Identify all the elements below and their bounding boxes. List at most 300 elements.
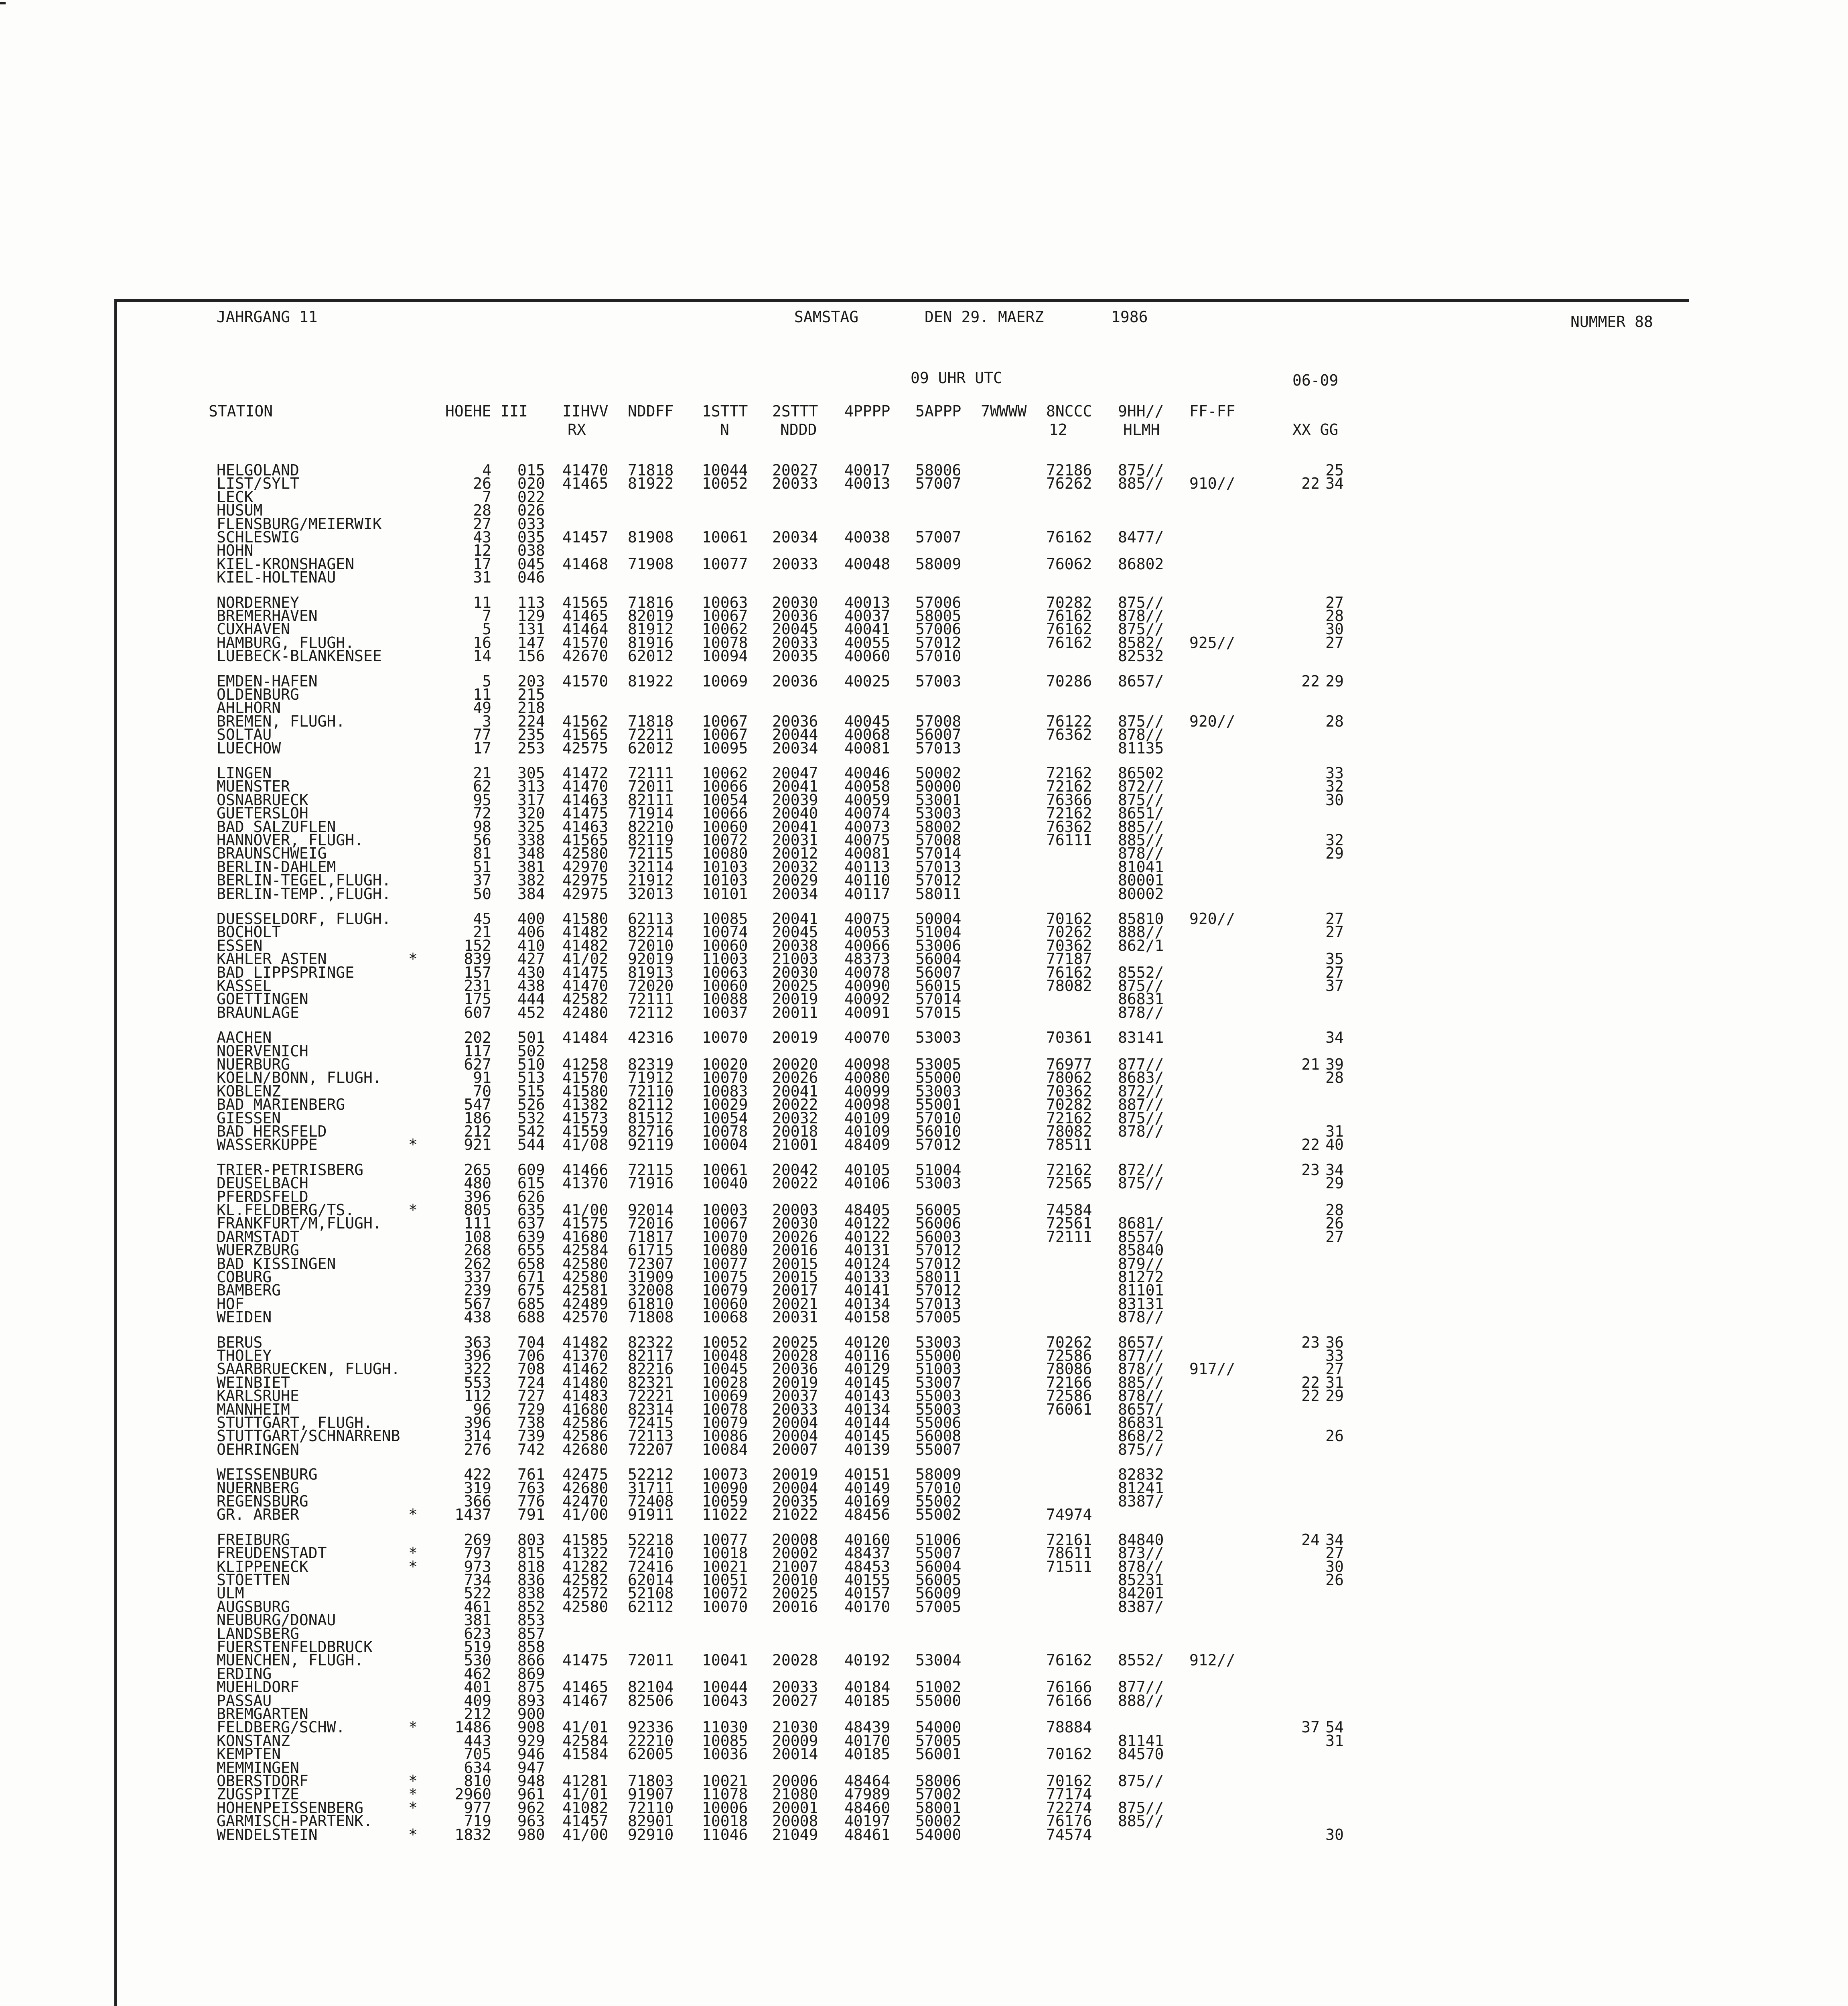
station-id: 147: [517, 633, 545, 652]
wind-ff-gg: 27: [1325, 1228, 1344, 1246]
group-iihvv: 41462: [562, 1360, 609, 1378]
group-1sttt: 10054: [702, 791, 748, 809]
group-nddff: 81916: [628, 633, 674, 652]
station-height: 443: [464, 1732, 491, 1750]
group-1sttt: 10073: [702, 1466, 748, 1484]
group-iihvv: 41465: [562, 1678, 609, 1696]
group-8nccc: 878//: [1118, 845, 1164, 863]
station-name: LANDSBERG: [217, 1624, 299, 1643]
wind-ff-gg: 29: [1325, 1387, 1344, 1405]
group-5appp: 55003: [915, 1387, 962, 1405]
group-8nccc: 879//: [1118, 1255, 1164, 1273]
group-iihvv: 42584: [562, 1732, 609, 1750]
station-name: LIST/SYLT: [217, 475, 299, 493]
group-4pppp: 40158: [844, 1308, 891, 1326]
group-7wwww: 76366: [1046, 791, 1092, 809]
station-id: 348: [517, 845, 545, 863]
group-iihvv: 41258: [562, 1056, 609, 1073]
station-id: 763: [517, 1479, 545, 1497]
group-nddff: 82314: [628, 1400, 674, 1418]
group-7wwww: 76061: [1046, 1400, 1092, 1418]
station-id: 026: [517, 502, 545, 520]
group-iihvv: 41584: [562, 1745, 609, 1763]
wind-ff-gg: 32: [1325, 831, 1344, 849]
wind-ff-xx: 24: [1301, 1531, 1320, 1549]
group-nddff: 71803: [628, 1772, 674, 1790]
group-7wwww: 77174: [1046, 1785, 1092, 1803]
station-id: 020: [517, 475, 545, 493]
station-height: 2960: [454, 1785, 491, 1803]
group-1sttt: 10061: [702, 528, 748, 546]
station-height: 719: [464, 1812, 491, 1830]
group-4pppp: 40124: [844, 1255, 891, 1273]
group-nddff: 92910: [628, 1825, 674, 1844]
group-7wwww: 74584: [1046, 1201, 1092, 1219]
group-nddff: 62012: [628, 739, 674, 757]
group-1sttt: 10103: [702, 858, 748, 876]
station-height: 797: [464, 1544, 491, 1562]
group-8nccc: 875//: [1118, 1174, 1164, 1192]
station-id: 791: [517, 1506, 545, 1524]
station-name: BERLIN-DAHLEM: [217, 858, 336, 876]
group-8nccc: 8582/: [1118, 633, 1164, 652]
group-8nccc: 877//: [1118, 1678, 1164, 1696]
group-5appp: 53003: [915, 1082, 962, 1100]
group-2sttt: 20042: [772, 1161, 818, 1179]
station-id: 045: [517, 555, 545, 573]
wind-ff-xx: 37: [1301, 1718, 1320, 1736]
wind-ff-gg: 34: [1325, 1161, 1344, 1179]
wind-ff-gg: 54: [1325, 1718, 1344, 1736]
group-nddff: 82210: [628, 818, 674, 836]
group-1sttt: 10077: [702, 1255, 748, 1273]
station-id: 033: [517, 515, 545, 533]
group-7wwww: 78062: [1046, 1069, 1092, 1087]
group-4pppp: 40098: [844, 1096, 891, 1114]
group-8nccc: 85840: [1118, 1241, 1164, 1259]
group-1sttt: 10070: [702, 1228, 748, 1246]
station-height: 623: [464, 1624, 491, 1643]
group-8nccc: 885//: [1118, 1812, 1164, 1830]
station-height: 12: [473, 542, 491, 560]
station-name: BAD LIPPSPRINGE: [217, 963, 355, 981]
station-height: 3: [482, 712, 491, 730]
wind-ff-gg: 28: [1325, 1069, 1344, 1087]
group-iihvv: 42581: [562, 1281, 609, 1299]
station-name: BOCHOLT: [217, 923, 281, 941]
group-8nccc: 888//: [1118, 1691, 1164, 1710]
group-5appp: 53007: [915, 1373, 962, 1391]
group-nddff: 71818: [628, 712, 674, 730]
wind-ff-gg: 32: [1325, 778, 1344, 796]
station-height: 11: [473, 686, 491, 703]
station-id: 513: [517, 1069, 545, 1087]
station-name: WEINBIET: [217, 1373, 290, 1391]
station-name: OBERSTDORF: [217, 1772, 308, 1790]
group-nddff: 72416: [628, 1557, 674, 1576]
station-height: 26: [473, 475, 491, 493]
group-5appp: 53003: [915, 804, 962, 822]
station-height: 14: [473, 647, 491, 665]
group-2sttt: 21049: [772, 1825, 818, 1844]
group-1sttt: 10062: [702, 764, 748, 782]
wind-ff-gg: 37: [1325, 977, 1344, 995]
group-nddff: 61810: [628, 1295, 674, 1313]
group-1sttt: 10052: [702, 1333, 748, 1351]
group-4pppp: 47989: [844, 1785, 891, 1803]
group-2sttt: 20036: [772, 1360, 818, 1378]
group-1sttt: 10072: [702, 1584, 748, 1602]
group-5appp: 55006: [915, 1414, 962, 1431]
station-height: 438: [464, 1308, 491, 1326]
day-label: SAMSTAG: [794, 308, 859, 326]
group-7wwww: 70361: [1046, 1029, 1092, 1047]
station-height: 810: [464, 1772, 491, 1790]
group-2sttt: 20034: [772, 739, 818, 757]
wind-ff-gg: 36: [1325, 1333, 1344, 1351]
station-id: 515: [517, 1082, 545, 1100]
group-7wwww: 76262: [1046, 475, 1092, 493]
group-8nccc: 878//: [1118, 726, 1164, 744]
group-5appp: 57012: [915, 1136, 962, 1154]
group-4pppp: 40073: [844, 818, 891, 836]
group-5appp: 57005: [915, 1598, 962, 1616]
column-header: 8NCCC: [1046, 402, 1092, 420]
station-height: 1437: [454, 1506, 491, 1524]
station-id: 655: [517, 1241, 545, 1259]
wind-ff-gg: 33: [1325, 1347, 1344, 1364]
station-id: 526: [517, 1096, 545, 1114]
station-height: 839: [464, 950, 491, 968]
station-height: 157: [464, 963, 491, 981]
mountain-station-marker: *: [408, 1799, 418, 1817]
station-id: 406: [517, 923, 545, 941]
station-height: 37: [473, 871, 491, 889]
station-id: 203: [517, 672, 545, 690]
station-name: LECK: [217, 488, 254, 506]
group-nddff: 71914: [628, 804, 674, 822]
group-8nccc: 8387/: [1118, 1492, 1164, 1510]
group-1sttt: 10101: [702, 885, 748, 903]
group-8nccc: 887//: [1118, 1096, 1164, 1114]
group-1sttt: 10066: [702, 778, 748, 796]
station-id: 317: [517, 791, 545, 809]
group-5appp: 55000: [915, 1069, 962, 1087]
group-8nccc: 885//: [1118, 818, 1164, 836]
group-iihvv: 42582: [562, 1571, 609, 1589]
group-nddff: 81908: [628, 528, 674, 546]
group-1sttt: 10003: [702, 1201, 748, 1219]
group-4pppp: 40105: [844, 1161, 891, 1179]
station-id: 502: [517, 1042, 545, 1060]
group-2sttt: 20025: [772, 977, 818, 995]
station-height: 396: [464, 1188, 491, 1206]
group-8nccc: 81101: [1118, 1281, 1164, 1299]
group-7wwww: 77187: [1046, 950, 1092, 968]
group-iihvv: 42586: [562, 1414, 609, 1431]
station-id: 384: [517, 885, 545, 903]
group-2sttt: 20008: [772, 1531, 818, 1549]
group-4pppp: 40133: [844, 1268, 891, 1286]
group-5appp: 55007: [915, 1440, 962, 1458]
station-name: FREIBURG: [217, 1531, 290, 1549]
group-4pppp: 40170: [844, 1732, 891, 1750]
station-name: PASSAU: [217, 1691, 272, 1710]
group-nddff: 72415: [628, 1414, 674, 1431]
station-id: 675: [517, 1281, 545, 1299]
station-height: 314: [464, 1427, 491, 1445]
group-8nccc: 885//: [1118, 1373, 1164, 1391]
group-8nccc: 82532: [1118, 647, 1164, 665]
group-iihvv: 41562: [562, 712, 609, 730]
column-subheader: N: [720, 421, 729, 439]
station-height: 56: [473, 831, 491, 849]
group-5appp: 58011: [915, 1268, 962, 1286]
group-4pppp: 40046: [844, 764, 891, 782]
wind-ff-gg: 31: [1325, 1123, 1344, 1140]
group-nddff: 62113: [628, 910, 674, 928]
station-id: 875: [517, 1678, 545, 1696]
group-iihvv: 41565: [562, 831, 609, 849]
group-4pppp: 40120: [844, 1333, 891, 1351]
station-height: 547: [464, 1096, 491, 1114]
group-4pppp: 40109: [844, 1123, 891, 1140]
station-name: NUERNBERG: [217, 1479, 299, 1497]
group-iihvv: 41472: [562, 764, 609, 782]
group-nddff: 72207: [628, 1440, 674, 1458]
station-name: MUEHLDORF: [217, 1678, 299, 1696]
group-5appp: 55007: [915, 1544, 962, 1562]
group-7wwww: 76162: [1046, 620, 1092, 638]
group-iihvv: 41282: [562, 1557, 609, 1576]
group-5appp: 50000: [915, 778, 962, 796]
group-2sttt: 20033: [772, 1678, 818, 1696]
station-name: MEMMINGEN: [217, 1758, 299, 1777]
station-id: 729: [517, 1400, 545, 1418]
group-2sttt: 20036: [772, 607, 818, 625]
station-height: 805: [464, 1201, 491, 1219]
group-1sttt: 10060: [702, 818, 748, 836]
mountain-station-marker: *: [408, 950, 418, 968]
station-height: 461: [464, 1598, 491, 1616]
group-4pppp: 40045: [844, 712, 891, 730]
group-1sttt: 10085: [702, 1732, 748, 1750]
group-5appp: 57013: [915, 1295, 962, 1313]
wind-ff-gg: 30: [1325, 620, 1344, 638]
group-5appp: 53005: [915, 1056, 962, 1073]
group-2sttt: 20041: [772, 1082, 818, 1100]
wind-ff-gg: 30: [1325, 1825, 1344, 1844]
group-2sttt: 20006: [772, 1772, 818, 1790]
group-nddff: 92019: [628, 950, 674, 968]
group-nddff: 82216: [628, 1360, 674, 1378]
group-7wwww: 72111: [1046, 1228, 1092, 1246]
station-height: 396: [464, 1347, 491, 1364]
mountain-station-marker: *: [408, 1718, 418, 1736]
station-name: MANNHEIM: [217, 1400, 290, 1418]
station-id: 739: [517, 1427, 545, 1445]
group-5appp: 50004: [915, 910, 962, 928]
station-id: 400: [517, 910, 545, 928]
station-id: 948: [517, 1772, 545, 1790]
group-1sttt: 10095: [702, 739, 748, 757]
group-nddff: 82117: [628, 1347, 674, 1364]
station-name: HOHN: [217, 542, 254, 560]
group-nddff: 82111: [628, 791, 674, 809]
wind-ff-gg: 33: [1325, 764, 1344, 782]
group-nddff: 82716: [628, 1123, 674, 1140]
group-4pppp: 40075: [844, 831, 891, 849]
station-name: ESSEN: [217, 936, 263, 954]
group-2sttt: 20001: [772, 1799, 818, 1817]
group-1sttt: 11022: [702, 1506, 748, 1524]
group-4pppp: 40157: [844, 1584, 891, 1602]
group-4pppp: 48461: [844, 1825, 891, 1844]
group-1sttt: 10078: [702, 1400, 748, 1418]
station-id: 015: [517, 461, 545, 479]
station-id: 129: [517, 607, 545, 625]
group-iihvv: 41565: [562, 593, 609, 611]
group-8nccc: 81141: [1118, 1732, 1164, 1750]
station-name: LUECHOW: [217, 739, 281, 757]
station-height: 49: [473, 699, 491, 717]
group-7wwww: 76362: [1046, 726, 1092, 744]
group-2sttt: 20004: [772, 1414, 818, 1431]
station-id: 510: [517, 1056, 545, 1073]
group-1sttt: 10070: [702, 1029, 748, 1047]
group-iihvv: 41463: [562, 818, 609, 836]
station-height: 112: [464, 1387, 491, 1405]
station-id: 980: [517, 1825, 545, 1844]
group-7wwww: 72166: [1046, 1373, 1092, 1391]
station-name: ZUGSPITZE: [217, 1785, 299, 1803]
group-nddff: 82321: [628, 1373, 674, 1391]
station-id: 853: [517, 1611, 545, 1629]
group-5appp: 57012: [915, 1241, 962, 1259]
group-1sttt: 10083: [702, 1082, 748, 1100]
group-1sttt: 10021: [702, 1772, 748, 1790]
group-4pppp: 40017: [844, 461, 891, 479]
group-8nccc: 8477/: [1118, 528, 1164, 546]
jahrgang-label: JAHRGANG 11: [217, 308, 318, 326]
group-2sttt: 20004: [772, 1479, 818, 1497]
group-4pppp: 40099: [844, 1082, 891, 1100]
station-name: EMDEN-HAFEN: [217, 672, 318, 690]
station-name: FUERSTENFELDBRUCK: [217, 1638, 373, 1656]
station-height: 381: [464, 1611, 491, 1629]
group-1sttt: 10080: [702, 1241, 748, 1259]
group-5appp: 56005: [915, 1571, 962, 1589]
group-1sttt: 10062: [702, 620, 748, 638]
group-4pppp: 40169: [844, 1492, 891, 1510]
station-name: SOLTAU: [217, 726, 272, 744]
station-name: BAD SALZUFLEN: [217, 818, 336, 836]
group-4pppp: 40122: [844, 1228, 891, 1246]
station-height: 212: [464, 1705, 491, 1723]
station-height: 269: [464, 1531, 491, 1549]
group-5appp: 50002: [915, 1812, 962, 1830]
station-id: 544: [517, 1136, 545, 1154]
group-4pppp: 40013: [844, 475, 891, 493]
group-5appp: 56006: [915, 1214, 962, 1232]
station-name: GR. ARBER: [217, 1506, 299, 1524]
station-name: TRIER-PETRISBERG: [217, 1161, 364, 1179]
group-iihvv: 41482: [562, 936, 609, 954]
group-nddff: 31711: [628, 1479, 674, 1497]
group-2sttt: 20029: [772, 871, 818, 889]
station-name: BAD MARIENBERG: [217, 1096, 345, 1114]
station-height: 276: [464, 1440, 491, 1458]
station-height: 409: [464, 1691, 491, 1710]
group-nddff: 72408: [628, 1492, 674, 1510]
station-height: 401: [464, 1678, 491, 1696]
station-id: 338: [517, 831, 545, 849]
station-name: BRAUNLAGE: [217, 1003, 299, 1021]
station-name: WASSERKUPPE: [217, 1136, 318, 1154]
wind-ff-gg: 26: [1325, 1427, 1344, 1445]
group-5appp: 57005: [915, 1308, 962, 1326]
station-height: 519: [464, 1638, 491, 1656]
station-name: NUERBURG: [217, 1056, 290, 1073]
group-5appp: 53004: [915, 1651, 962, 1669]
group-5appp: 55003: [915, 1400, 962, 1418]
group-7wwww: 72565: [1046, 1174, 1092, 1192]
group-8nccc: 84570: [1118, 1745, 1164, 1763]
group-5appp: 57007: [915, 475, 962, 493]
station-name: SCHLESWIG: [217, 528, 299, 546]
group-nddff: 32114: [628, 858, 674, 876]
group-2sttt: 20036: [772, 712, 818, 730]
station-name: HANNOVER, FLUGH.: [217, 831, 364, 849]
group-2sttt: 20030: [772, 963, 818, 981]
group-7wwww: 78086: [1046, 1360, 1092, 1378]
group-8nccc: 8387/: [1118, 1598, 1164, 1616]
group-nddff: 72110: [628, 1082, 674, 1100]
wind-ff-gg: 27: [1325, 593, 1344, 611]
wind-ff-xx: 23: [1301, 1333, 1320, 1351]
group-1sttt: 10070: [702, 1069, 748, 1087]
group-iihvv: 42975: [562, 871, 609, 889]
group-iihvv: 41322: [562, 1544, 609, 1562]
wind-ff-gg: 40: [1325, 1136, 1344, 1154]
station-name: DUESSELDORF, FLUGH.: [217, 910, 391, 928]
group-7wwww: 78884: [1046, 1718, 1092, 1736]
group-nddff: 62112: [628, 1598, 674, 1616]
group-iihvv: 41680: [562, 1228, 609, 1246]
station-height: 1486: [454, 1718, 491, 1736]
group-1sttt: 10041: [702, 1651, 748, 1669]
group-4pppp: 40155: [844, 1571, 891, 1589]
group-7wwww: 76111: [1046, 831, 1092, 849]
group-nddff: 52212: [628, 1466, 674, 1484]
station-id: 637: [517, 1214, 545, 1232]
group-nddff: 52108: [628, 1584, 674, 1602]
station-id: 708: [517, 1360, 545, 1378]
group-5appp: 58006: [915, 461, 962, 479]
station-height: 530: [464, 1651, 491, 1669]
group-1sttt: 10061: [702, 1161, 748, 1179]
column-header: FF-FF: [1189, 402, 1235, 420]
station-height: 607: [464, 1003, 491, 1021]
group-2sttt: 20040: [772, 804, 818, 822]
group-iihvv: 42489: [562, 1295, 609, 1313]
wind-ff-gg: 28: [1325, 1201, 1344, 1219]
group-iihvv: 41463: [562, 791, 609, 809]
wind-ff-gg: 34: [1325, 1531, 1344, 1549]
column-header: IIHVV: [562, 402, 609, 420]
group-4pppp: 40116: [844, 1347, 891, 1364]
group-8nccc: 878//: [1118, 1557, 1164, 1576]
